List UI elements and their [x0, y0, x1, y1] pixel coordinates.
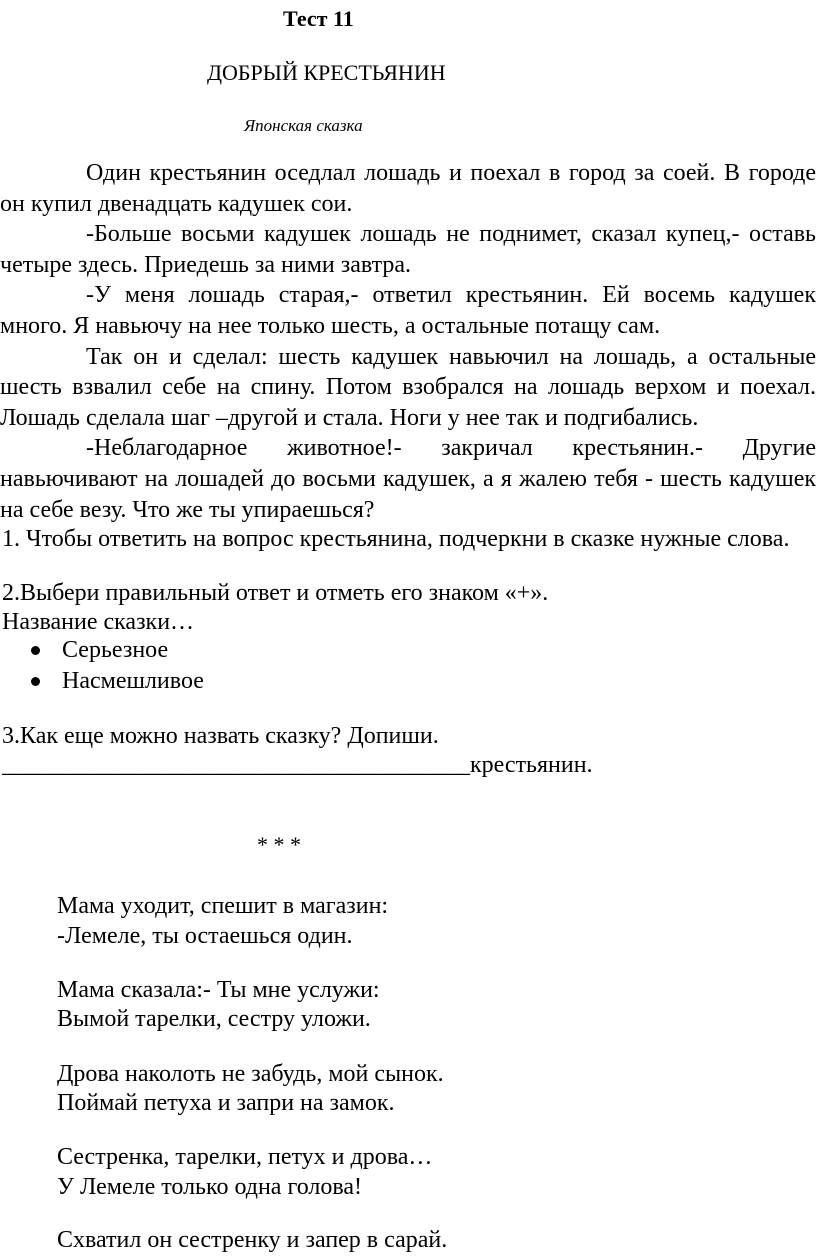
test-number: Тест 11 [283, 6, 354, 31]
poem-line: -Лемеле, ты остаешься один. [57, 923, 353, 949]
poem-line: Мама сказала:- Ты мне услужи: [57, 977, 380, 1003]
section-divider: * * * [257, 832, 301, 857]
poem-line: Мама уходит, спешит в магазин: [57, 893, 389, 919]
story-paragraph: -У меня лошадь старая,- ответил крестьянин. Ей восемь кадушек много. Я навьючу на нее только шесть, а остальные потащу сам. [0, 282, 816, 339]
story-paragraph: -Больше восьми кадушек лошадь не поднимет, сказал купец,- оставь четыре здесь. Приедешь за ними завтра. [0, 221, 816, 278]
poem-line: Схватил он сестренку и запер в сарай. [57, 1227, 448, 1253]
question-3: 3.Как еще можно назвать сказку? Допиши. [2, 723, 439, 749]
story-title: ДОБРЫЙ КРЕСТЬЯНИН [207, 60, 446, 85]
poem-line: Дрова наколоть не забудь, мой сынок. [57, 1061, 444, 1087]
question-2-prompt: Название сказки… [2, 609, 195, 635]
story-paragraph: -Неблагодарное животное!- закричал крестьянин.- Другие навьючивают на лошадей до восьми кадушек, а я жалею тебя - шесть кадушек на себе везу. Что же ты упираешься? [0, 435, 816, 523]
story-genre: Японская сказка [244, 116, 363, 135]
question-1: 1. Чтобы ответить на вопрос крестьянина, подчеркни в сказке нужные слова. [2, 526, 790, 552]
bullet-icon [31, 677, 40, 686]
answer-blank: _______________________________________ [2, 752, 470, 778]
poem-line: Поймай петуха и запри на замок. [57, 1090, 395, 1116]
option-serious: Серьезное [62, 637, 169, 663]
poem-line: Сестренка, тарелки, петух и дрова… [57, 1144, 433, 1170]
bullet-icon [31, 646, 40, 655]
answer-line [2, 752, 593, 779]
story-paragraph: Один крестьянин оседлал лошадь и поехал в город за соей. В городе он купил двенадцать кадушек сои. [0, 160, 816, 217]
option-mocking: Насмешливое [62, 668, 204, 694]
poem-line: Вымой тарелки, сестру уложи. [57, 1006, 371, 1032]
story-text [0, 158, 816, 525]
story-paragraph: Так он и сделал: шесть кадушек навьючил на лошадь, а остальные шесть взвалил себе на спину. Потом взобрался на лошадь верхом и поехал. Лошадь сделала шаг –другой и стала. Ноги у нее так и подгибались. [0, 343, 816, 431]
question-2: 2.Выбери правильный ответ и отметь его знаком «+». [2, 580, 549, 606]
poem-line: У Лемеле только одна голова! [57, 1174, 363, 1200]
answer-word: крестьянин. [470, 752, 593, 778]
